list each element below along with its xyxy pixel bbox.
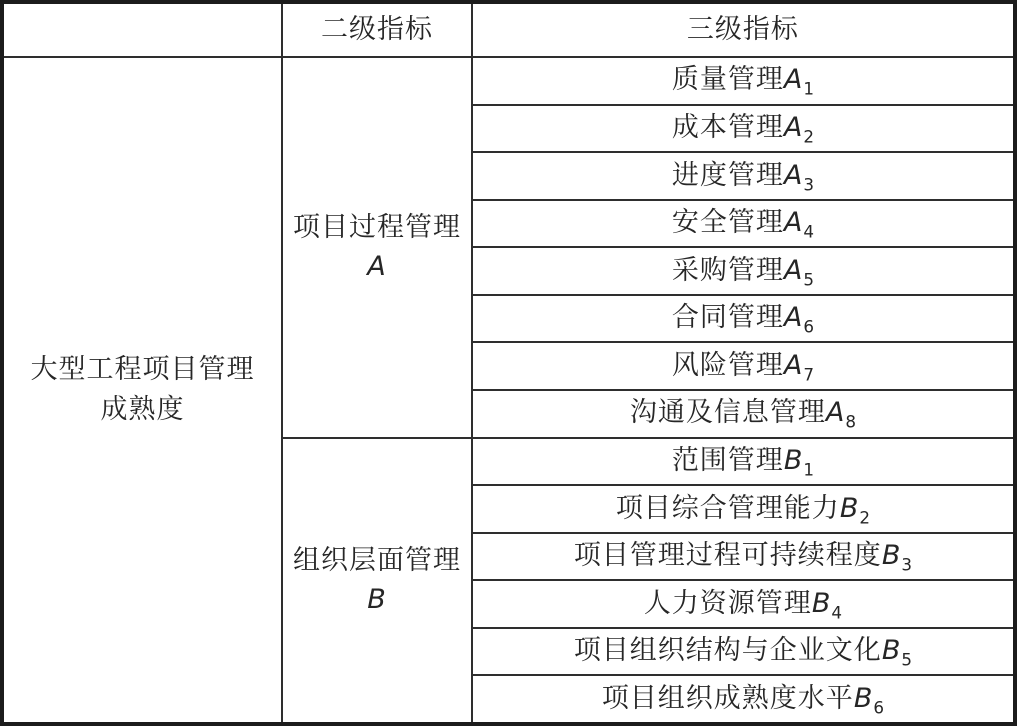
table-row <box>2 57 1015 105</box>
level3-cell-a7: 风险管理$A_7$ <box>472 342 1015 390</box>
level3-cell-b2: 项目综合管理能力$B_2$ <box>472 485 1015 533</box>
level3-cell-b6: 项目组织成熟度水平$B_6$ <box>472 675 1015 724</box>
level3-cell-a2: 成本管理$A_2$ <box>472 105 1015 153</box>
level2-label-b: 组织层面管理 <box>292 545 461 577</box>
level3-cell-a1: 质量管理$A_1$ <box>472 57 1015 105</box>
level3-cell-a8: 沟通及信息管理$A_8$ <box>472 390 1015 438</box>
header-cell-level1 <box>2 2 282 57</box>
level3-cell-a6: 合同管理$A_6$ <box>472 295 1015 343</box>
level3-cell-b4: 人力资源管理$B_4$ <box>472 580 1015 628</box>
level3-cell-b3: 项目管理过程可持续程度$B_3$ <box>472 533 1015 581</box>
level2-cell-a <box>282 57 472 438</box>
level2-cell-b <box>282 438 472 725</box>
header-cell-level2: 二级指标 <box>282 2 472 57</box>
level2-letter-b: B <box>367 584 387 616</box>
level1-label: 大型工程项目管理成熟度 <box>30 353 255 425</box>
level2-letter-a: A <box>367 251 387 283</box>
level3-cell-b5: 项目组织结构与企业文化$B_5$ <box>472 628 1015 676</box>
header-cell-level3: 三级指标 <box>472 2 1015 57</box>
table-header-row <box>2 2 1015 57</box>
level2-label-a: 项目过程管理 <box>292 212 461 244</box>
level3-cell-a4: 安全管理$A_4$ <box>472 200 1015 248</box>
level3-cell-a3: 进度管理$A_3$ <box>472 152 1015 200</box>
level3-cell-b1: 范围管理$B_1$ <box>472 438 1015 486</box>
level1-cell <box>2 57 282 724</box>
level3-cell-a5: 采购管理$A_5$ <box>472 247 1015 295</box>
